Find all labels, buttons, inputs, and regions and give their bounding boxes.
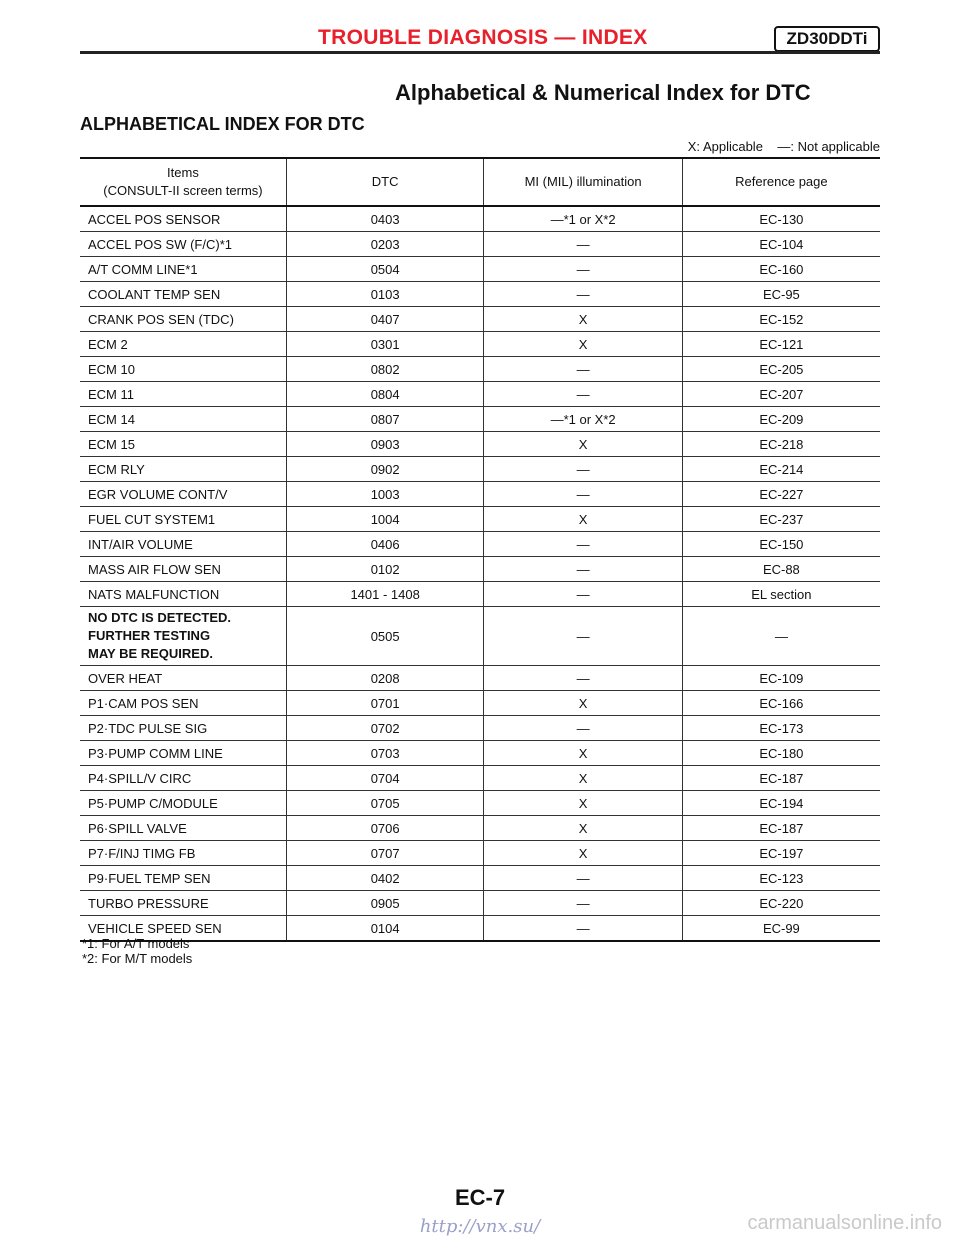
footer-url[interactable]: http://vnx.su/ xyxy=(419,1216,541,1237)
table-row xyxy=(80,432,880,457)
cell-item: MASS AIR FLOW SEN xyxy=(80,557,286,582)
cell-mi: — xyxy=(484,866,682,891)
table-row xyxy=(80,282,880,307)
table-row xyxy=(80,691,880,716)
page-title: Alphabetical & Numerical Index for DTC xyxy=(395,80,811,105)
cell-mi: X xyxy=(484,791,682,816)
cell-dtc: 0807 xyxy=(286,407,484,432)
cell-dtc: 0706 xyxy=(286,816,484,841)
cell-dtc: 0406 xyxy=(286,532,484,557)
cell-reference: EC-220 xyxy=(682,891,880,916)
cell-item: ECM 14 xyxy=(80,407,286,432)
cell-dtc: 0403 xyxy=(286,206,484,232)
cell-item: P1·CAM POS SEN xyxy=(80,691,286,716)
cell-mi: X xyxy=(484,741,682,766)
cell-item: ACCEL POS SW (F/C)*1 xyxy=(80,232,286,257)
table-row xyxy=(80,307,880,332)
cell-reference: EC-95 xyxy=(682,282,880,307)
table-row xyxy=(80,532,880,557)
table-body xyxy=(80,206,880,941)
table-row xyxy=(80,482,880,507)
cell-dtc: 0905 xyxy=(286,891,484,916)
table-row xyxy=(80,891,880,916)
cell-reference: EC-227 xyxy=(682,482,880,507)
cell-mi: — xyxy=(484,257,682,282)
table-row xyxy=(80,791,880,816)
cell-item: ACCEL POS SENSOR xyxy=(80,206,286,232)
cell-mi: — xyxy=(484,582,682,607)
cell-item: ECM RLY xyxy=(80,457,286,482)
cell-mi: — xyxy=(484,282,682,307)
cell-item: ECM 2 xyxy=(80,332,286,357)
cell-mi: — xyxy=(484,916,682,942)
cell-mi: X xyxy=(484,816,682,841)
cell-mi: X xyxy=(484,841,682,866)
cell-item: INT/AIR VOLUME xyxy=(80,532,286,557)
table-row xyxy=(80,557,880,582)
cell-mi: X xyxy=(484,507,682,532)
table-row xyxy=(80,357,880,382)
cell-reference: EC-160 xyxy=(682,257,880,282)
cell-item: ECM 15 xyxy=(80,432,286,457)
cell-item: COOLANT TEMP SEN xyxy=(80,282,286,307)
cell-reference: — xyxy=(682,607,880,666)
cell-reference: EC-197 xyxy=(682,841,880,866)
cell-item: NATS MALFUNCTION xyxy=(80,582,286,607)
table-row xyxy=(80,716,880,741)
cell-mi: — xyxy=(484,232,682,257)
dtc-index-table xyxy=(80,157,880,942)
cell-reference: EC-214 xyxy=(682,457,880,482)
cell-reference: EL section xyxy=(682,582,880,607)
cell-dtc: 0301 xyxy=(286,332,484,357)
table-row xyxy=(80,582,880,607)
cell-item: ECM 10 xyxy=(80,357,286,382)
table-row xyxy=(80,866,880,891)
cell-mi: — xyxy=(484,607,682,666)
cell-mi: —*1 or X*2 xyxy=(484,206,682,232)
table-row xyxy=(80,666,880,691)
cell-item: P2·TDC PULSE SIG xyxy=(80,716,286,741)
cell-reference: EC-88 xyxy=(682,557,880,582)
cell-reference: EC-205 xyxy=(682,357,880,382)
table-row xyxy=(80,741,880,766)
cell-mi: — xyxy=(484,357,682,382)
table-row xyxy=(80,916,880,942)
cell-reference: EC-209 xyxy=(682,407,880,432)
cell-item: P9·FUEL TEMP SEN xyxy=(80,866,286,891)
cell-dtc: 1401 - 1408 xyxy=(286,582,484,607)
header-title: TROUBLE DIAGNOSIS — INDEX xyxy=(318,26,648,49)
cell-dtc: 0102 xyxy=(286,557,484,582)
footnotes xyxy=(82,936,192,966)
cell-mi: X xyxy=(484,307,682,332)
footnote-1: *1: For A/T models xyxy=(82,936,190,951)
cell-dtc: 0704 xyxy=(286,766,484,791)
cell-dtc: 0407 xyxy=(286,307,484,332)
table-row xyxy=(80,816,880,841)
footnote-2: *2: For M/T models xyxy=(82,951,193,966)
cell-item: P4·SPILL/V CIRC xyxy=(80,766,286,791)
cell-dtc: 0703 xyxy=(286,741,484,766)
col-header-reference: Reference page xyxy=(682,158,880,206)
table-row xyxy=(80,407,880,432)
table-row xyxy=(80,766,880,791)
col-header-dtc: DTC xyxy=(286,158,484,206)
cell-reference: EC-109 xyxy=(682,666,880,691)
cell-reference: EC-187 xyxy=(682,766,880,791)
cell-dtc: 0505 xyxy=(286,607,484,666)
cell-item: VEHICLE SPEED SEN xyxy=(80,916,286,942)
cell-reference: EC-130 xyxy=(682,206,880,232)
cell-mi: —*1 or X*2 xyxy=(484,407,682,432)
table-row xyxy=(80,841,880,866)
cell-reference: EC-166 xyxy=(682,691,880,716)
cell-dtc: 0902 xyxy=(286,457,484,482)
col-header-mi: MI (MIL) illumination xyxy=(484,158,682,206)
cell-dtc: 0701 xyxy=(286,691,484,716)
cell-reference: EC-207 xyxy=(682,382,880,407)
cell-item: P5·PUMP C/MODULE xyxy=(80,791,286,816)
cell-dtc: 0802 xyxy=(286,357,484,382)
cell-dtc: 0203 xyxy=(286,232,484,257)
cell-item: OVER HEAT xyxy=(80,666,286,691)
cell-reference: EC-187 xyxy=(682,816,880,841)
cell-mi: — xyxy=(484,716,682,741)
cell-dtc: 1004 xyxy=(286,507,484,532)
cell-dtc: 0208 xyxy=(286,666,484,691)
cell-dtc: 0705 xyxy=(286,791,484,816)
cell-item: P3·PUMP COMM LINE xyxy=(80,741,286,766)
cell-mi: X xyxy=(484,432,682,457)
table-row xyxy=(80,206,880,232)
cell-reference: EC-218 xyxy=(682,432,880,457)
cell-reference: EC-99 xyxy=(682,916,880,942)
cell-reference: EC-237 xyxy=(682,507,880,532)
cell-item: P6·SPILL VALVE xyxy=(80,816,286,841)
table-row xyxy=(80,257,880,282)
cell-reference: EC-152 xyxy=(682,307,880,332)
cell-dtc: 0103 xyxy=(286,282,484,307)
cell-item: NO DTC IS DETECTED. FURTHER TESTING MAY BE REQUIRED. xyxy=(80,607,286,666)
cell-item: EGR VOLUME CONT/V xyxy=(80,482,286,507)
cell-item: FUEL CUT SYSTEM1 xyxy=(80,507,286,532)
cell-dtc: 0707 xyxy=(286,841,484,866)
table-row xyxy=(80,507,880,532)
cell-item: ECM 11 xyxy=(80,382,286,407)
cell-dtc: 0903 xyxy=(286,432,484,457)
cell-item: CRANK POS SEN (TDC) xyxy=(80,307,286,332)
cell-mi: — xyxy=(484,557,682,582)
cell-mi: — xyxy=(484,891,682,916)
table-row xyxy=(80,382,880,407)
cell-reference: EC-123 xyxy=(682,866,880,891)
cell-dtc: 0504 xyxy=(286,257,484,282)
cell-reference: EC-121 xyxy=(682,332,880,357)
table-row xyxy=(80,232,880,257)
cell-dtc: 0702 xyxy=(286,716,484,741)
cell-reference: EC-104 xyxy=(682,232,880,257)
cell-reference: EC-194 xyxy=(682,791,880,816)
cell-reference: EC-150 xyxy=(682,532,880,557)
table-row xyxy=(80,457,880,482)
cell-reference: EC-173 xyxy=(682,716,880,741)
watermark: carmanualsonline.info xyxy=(747,1212,942,1234)
col-header-items: Items (CONSULT-II screen terms) xyxy=(80,158,286,206)
table-row xyxy=(80,332,880,357)
cell-item: A/T COMM LINE*1 xyxy=(80,257,286,282)
header-rule xyxy=(80,51,880,54)
cell-mi: X xyxy=(484,332,682,357)
cell-mi: — xyxy=(484,382,682,407)
cell-dtc: 1003 xyxy=(286,482,484,507)
cell-mi: — xyxy=(484,482,682,507)
cell-dtc: 0104 xyxy=(286,916,484,942)
section-title: ALPHABETICAL INDEX FOR DTC xyxy=(80,114,365,134)
cell-mi: — xyxy=(484,666,682,691)
cell-item: P7·F/INJ TIMG FB xyxy=(80,841,286,866)
cell-mi: X xyxy=(484,766,682,791)
cell-reference: EC-180 xyxy=(682,741,880,766)
cell-mi: — xyxy=(484,457,682,482)
cell-item: TURBO PRESSURE xyxy=(80,891,286,916)
table-header-row xyxy=(80,158,880,206)
model-badge: ZD30DDTi xyxy=(774,26,880,52)
cell-dtc: 0402 xyxy=(286,866,484,891)
table-row xyxy=(80,607,880,666)
cell-dtc: 0804 xyxy=(286,382,484,407)
page-number: EC-7 xyxy=(454,1185,506,1210)
cell-mi: X xyxy=(484,691,682,716)
cell-mi: — xyxy=(484,532,682,557)
legend: X: Applicable —: Not applicable xyxy=(687,139,880,154)
